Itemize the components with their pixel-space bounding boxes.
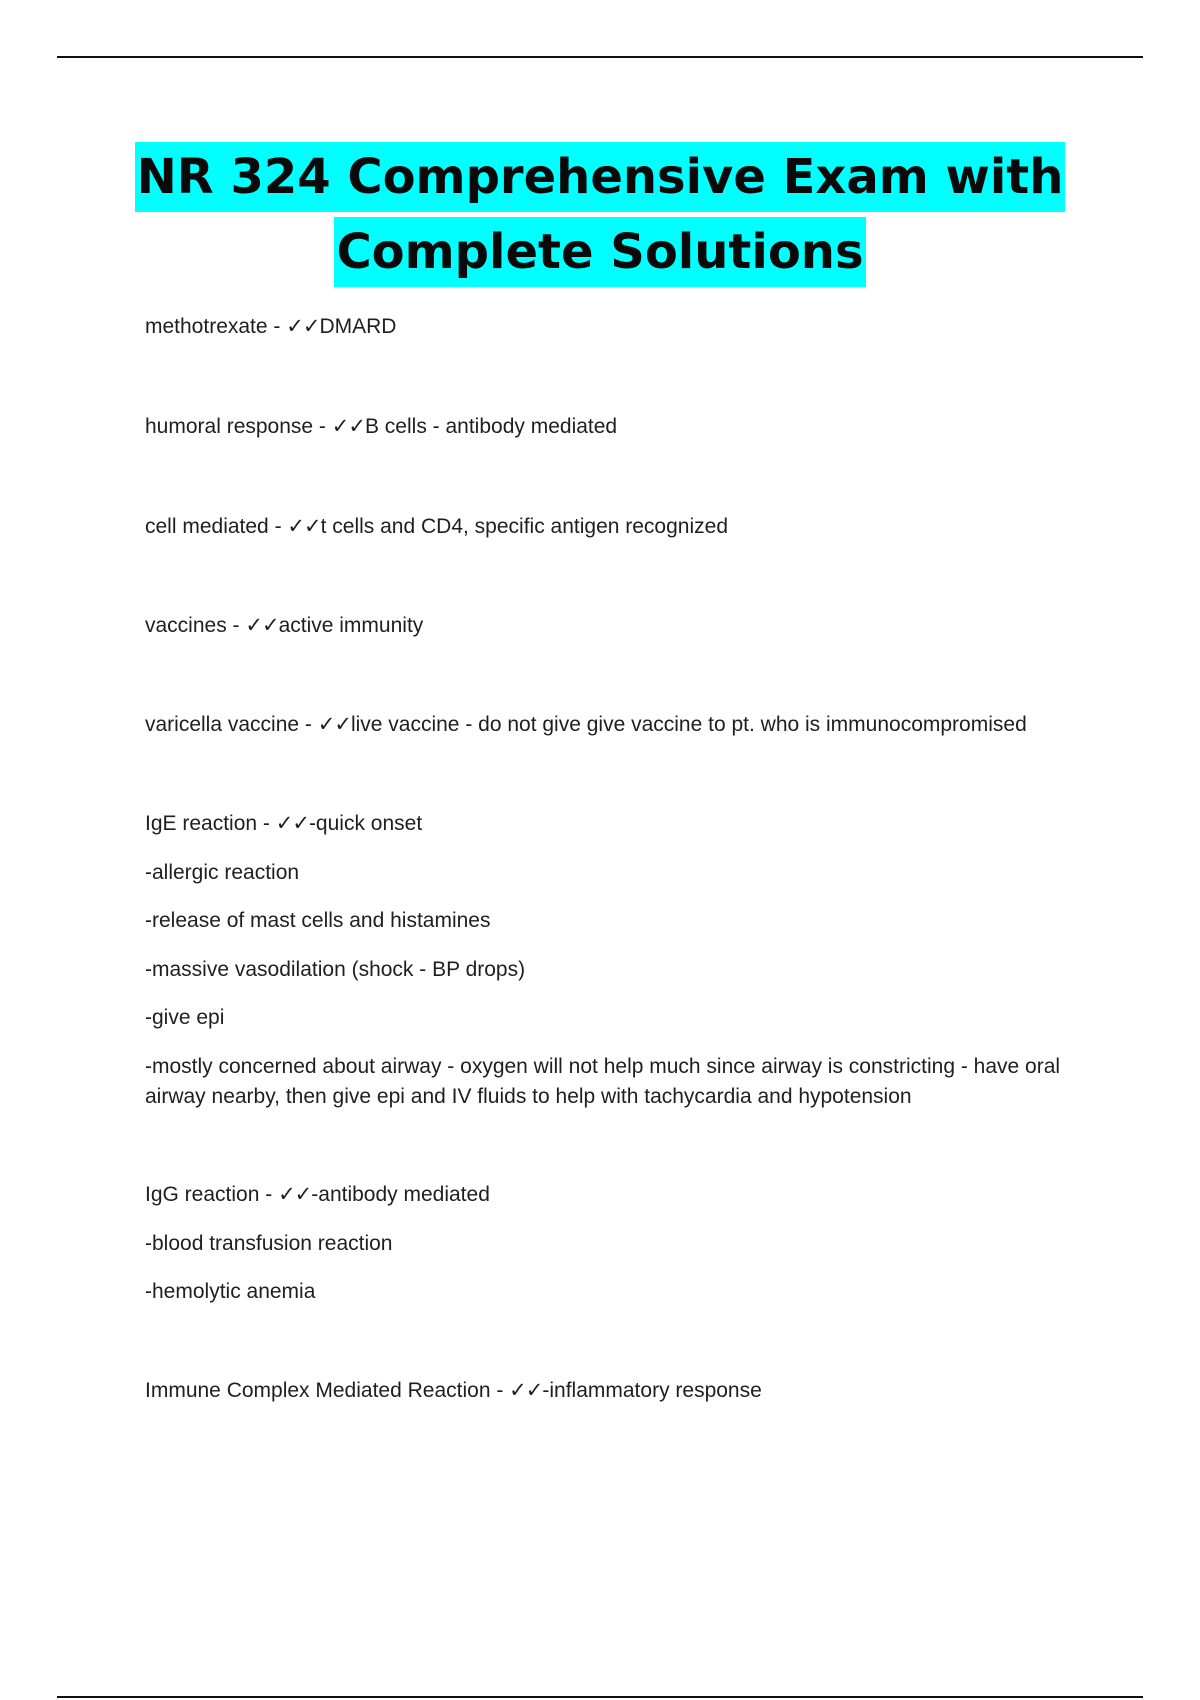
check-mark-icon: ✓✓: [245, 614, 279, 637]
qa-entry: [145, 1180, 1090, 1307]
qa-entry: [145, 412, 1090, 442]
qa-answer: live vaccine - do not give give vaccine to pt. who is immunocompromised: [350, 713, 1027, 736]
qa-term: varicella vaccine -: [145, 713, 318, 736]
qa-subline: -give epi: [145, 1006, 225, 1029]
qa-answer: active immunity: [278, 614, 424, 637]
qa-line: [145, 512, 1090, 542]
qa-term: IgG reaction -: [145, 1183, 279, 1206]
qa-line: [145, 1376, 1090, 1406]
qa-term: methotrexate -: [145, 315, 287, 338]
check-mark-icon: ✓✓: [509, 1379, 543, 1402]
qa-line: [145, 809, 1090, 839]
qa-term: humoral response -: [145, 415, 332, 438]
qa-term: vaccines -: [145, 614, 246, 637]
check-mark-icon: ✓✓: [287, 515, 321, 538]
title-line-2: Complete Solutions: [334, 217, 865, 287]
qa-line: [145, 412, 1090, 442]
qa-answer: -inflammatory response: [542, 1379, 762, 1402]
qa-subline: -release of mast cells and histamines: [145, 909, 491, 932]
qa-line: [145, 710, 1090, 740]
qa-entry: [145, 312, 1090, 342]
qa-entry: [145, 611, 1090, 641]
check-mark-icon: ✓✓: [317, 713, 351, 736]
qa-entry: [145, 1376, 1090, 1406]
qa-term: cell mediated -: [145, 515, 288, 538]
qa-answer: t cells and CD4, specific antigen recognized: [320, 515, 728, 538]
check-mark-icon: ✓✓: [286, 315, 320, 338]
qa-answer: B cells - antibody mediated: [364, 415, 618, 438]
check-mark-icon: ✓✓: [275, 812, 309, 835]
qa-subline: -massive vasodilation (shock - BP drops): [145, 957, 526, 981]
qa-subline: -allergic reaction: [145, 860, 300, 884]
qa-line: [145, 312, 1090, 342]
bottom-rule: [57, 1696, 1143, 1698]
qa-entry: [145, 512, 1090, 542]
qa-entry: [145, 710, 1090, 740]
qa-line: [145, 611, 1090, 641]
qa-answer: -quick onset: [308, 812, 423, 835]
qa-subline: -blood transfusion reaction: [145, 1231, 393, 1255]
check-mark-icon: ✓✓: [331, 415, 365, 438]
top-rule: [57, 56, 1143, 58]
qa-line: [145, 1180, 1090, 1210]
qa-subline: -hemolytic anemia: [145, 1280, 316, 1303]
qa-answer: DMARD: [319, 315, 397, 338]
title-line-1: NR 324 Comprehensive Exam with: [135, 142, 1066, 212]
qa-subline: -mostly concerned about airway - oxygen will not help much since airway is constricting - have oral airway nearby, then give epi and IV fluids to help with tachycardia and hypotension: [145, 1054, 1061, 1108]
qa-term: IgE reaction -: [145, 812, 276, 835]
qa-answer: -antibody mediated: [311, 1183, 490, 1206]
page-title: [0, 140, 1200, 290]
qa-term: Immune Complex Mediated Reaction -: [145, 1379, 510, 1402]
check-mark-icon: ✓✓: [278, 1183, 312, 1206]
qa-entry: [145, 809, 1090, 1112]
